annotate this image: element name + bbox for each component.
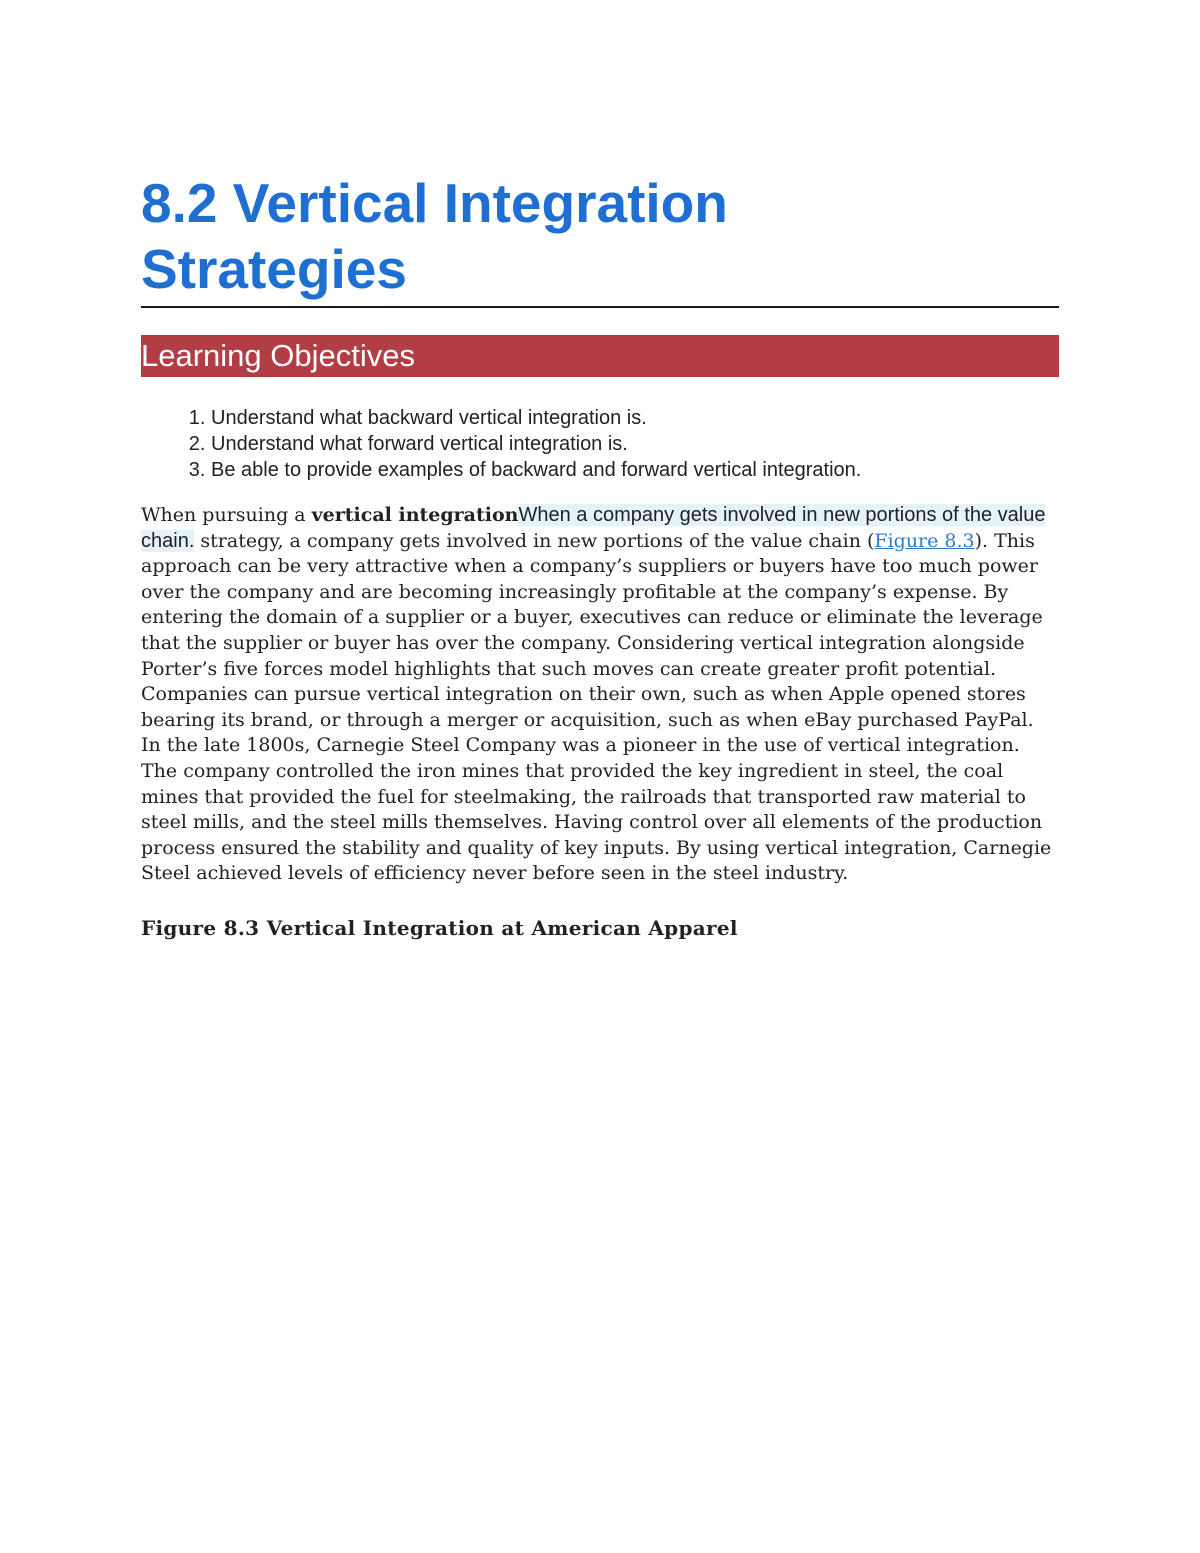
paragraph-text: ). This approach can be very attractive when a company’s suppliers or buyers have too much power over the company and are becoming increasingly profitable at the company’s expense. By entering the domain of a supplier or a buyer, executives can reduce or eliminate the leverage that the supplier or buyer has over the company. Considering vertical integration alongside Porter’s five forces model highlights that such moves can create greater profit potential. Companies can pursue vertical integration on their own, such as when Apple opened stores bearing its brand, or through a merger or acquisition, such as when eBay purchased PayPal. <box>141 529 1043 731</box>
learning-objectives-label: Learning Objectives <box>141 338 415 373</box>
paragraph-lead: When pursuing a <box>141 504 312 526</box>
glossary-definition: When a company gets involved in new portions of the value chain. <box>141 504 1046 552</box>
figure-caption: Figure 8.3 Vertical Integration at American Apparel <box>141 915 738 940</box>
learning-objectives-list <box>141 405 1059 483</box>
page-title-line-1: 8.2 Vertical Integration <box>141 172 728 234</box>
body-paragraph-2: In the late 1800s, Carnegie Steel Company was a pioneer in the use of vertical integration. The company controlled the iron mines that provided the key ingredient in steel, the coal mines that provided the fuel for steelmaking, the railroads that transported raw material to steel mills, and the steel mills themselves. Having control over all elements of the production process ensured the stability and quality of key inputs. By using vertical integration, Carnegie Steel achieved levels of efficiency never before seen in the steel industry. <box>141 734 1052 885</box>
figure-link[interactable]: Figure 8.3 <box>874 529 975 552</box>
objective-item: 2. Understand what forward vertical integration is. <box>211 431 1059 457</box>
page-title-line-2: Strategies <box>141 238 407 300</box>
document-page <box>141 170 1059 941</box>
learning-objectives-banner <box>141 335 1059 377</box>
objective-item: 1. Understand what backward vertical integration is. <box>211 405 1059 431</box>
objective-item: 3. Be able to provide examples of backward and forward vertical integration. <box>211 457 1059 483</box>
paragraph-text: strategy, a company gets involved in new portions of the value chain ( <box>194 529 875 552</box>
glossary-term[interactable]: vertical integration <box>311 504 519 526</box>
body-paragraph-1 <box>141 503 1059 733</box>
page-title <box>141 170 1059 308</box>
